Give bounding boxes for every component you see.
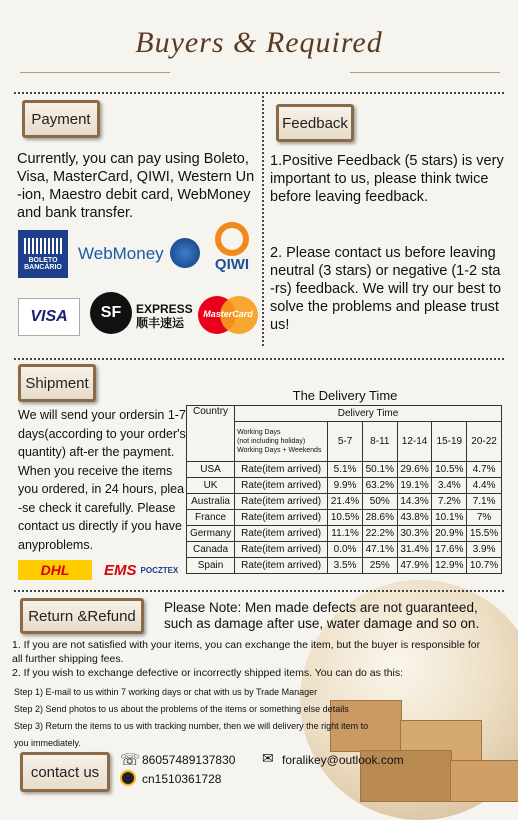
rate-value-cell: 3.4% xyxy=(432,478,467,494)
rate-value-cell: 4.7% xyxy=(467,462,502,478)
sf-express-text: EXPRESS 顺丰速运 xyxy=(136,302,193,330)
range-header: 20-22 xyxy=(467,422,502,462)
dhl-logo: DHL xyxy=(18,560,92,580)
boleto-logo: BOLETO BANCÁRIO xyxy=(18,230,68,278)
webmoney-logo: WebMoney xyxy=(78,244,164,263)
rate-value-cell: 7.1% xyxy=(467,494,502,510)
qiwi-logo: QIWI xyxy=(212,222,252,280)
rate-label-cell: Rate(item arrived) xyxy=(235,478,328,494)
rate-value-cell: 21.4% xyxy=(328,494,363,510)
contact-qq: cn1510361728 xyxy=(142,772,222,786)
phone-icon: ☏ xyxy=(120,752,141,769)
refund-items: 1. If you are not satisfied with your items, you can exchange the item, but the buyer is responsible for all further shipping fees. 2. If you wish to exchange defective or incorrectly shipped items. You can do as this: xyxy=(12,639,481,679)
delivery-title: The Delivery Time xyxy=(292,388,398,403)
qq-icon xyxy=(120,770,136,786)
rate-value-cell: 14.3% xyxy=(397,494,432,510)
table-row xyxy=(187,526,502,542)
country-cell: USA xyxy=(187,462,235,478)
rate-value-cell: 19.1% xyxy=(397,478,432,494)
contact-email: foralikey@outlook.com xyxy=(282,753,404,767)
country-cell: UK xyxy=(187,478,235,494)
table-row xyxy=(187,558,502,574)
rate-value-cell: 47.1% xyxy=(362,542,397,558)
range-header: 12-14 xyxy=(397,422,432,462)
divider xyxy=(14,590,504,592)
refund-steps: Step 1) E-mail to us within 7 working days or chat with us by Trade Manager Step 2) Send photos to us about the problems of the items or something else details Step 3) Return the items to us with tracking number, then we will delivery the right item to you immediately. xyxy=(14,687,369,748)
range-header: 8-11 xyxy=(362,422,397,462)
payment-tag: Payment xyxy=(22,100,100,138)
rate-value-cell: 10.5% xyxy=(432,462,467,478)
mastercard-logo: MasterCard xyxy=(198,296,258,334)
contact-phone: 86057489137830 xyxy=(142,753,236,767)
rate-value-cell: 43.8% xyxy=(397,510,432,526)
rate-value-cell: 20.9% xyxy=(432,526,467,542)
rate-value-cell: 22.2% xyxy=(362,526,397,542)
country-cell: Spain xyxy=(187,558,235,574)
col-delivery: Delivery Time xyxy=(235,406,502,422)
divider xyxy=(14,92,504,94)
rate-value-cell: 50.1% xyxy=(362,462,397,478)
shipment-text: We will send your ordersin 1-7 days(according to your order's quantity) aft-er the payment. When you receive the items you ordered, in 24 hours, plea -se check it carefully. Please contact us directly if you have anyproblems. xyxy=(18,408,186,552)
range-header: 15-19 xyxy=(432,422,467,462)
rate-label-cell: Rate(item arrived) xyxy=(235,494,328,510)
email-icon: ✉ xyxy=(262,750,274,766)
country-cell: Australia xyxy=(187,494,235,510)
rate-value-cell: 47.9% xyxy=(397,558,432,574)
rate-value-cell: 5.1% xyxy=(328,462,363,478)
divider xyxy=(14,358,504,360)
refund-tag: Return &Refund xyxy=(20,598,144,634)
range-header: 5-7 xyxy=(328,422,363,462)
country-cell: Germany xyxy=(187,526,235,542)
rate-label-cell: Rate(item arrived) xyxy=(235,462,328,478)
rate-value-cell: 10.5% xyxy=(328,510,363,526)
rate-label-cell: Rate(item arrived) xyxy=(235,526,328,542)
rate-value-cell: 50% xyxy=(362,494,397,510)
rate-value-cell: 4.4% xyxy=(467,478,502,494)
contact-tag: contact us xyxy=(20,752,110,792)
payment-text: Currently, you can pay using Boleto, Visa, MasterCard, QIWI, Western Un -ion, Maestro debit card, WebMoney and bank transfer. xyxy=(17,151,255,221)
table-row xyxy=(187,478,502,494)
visa-logo: VISA xyxy=(18,298,80,336)
feedback-text-1: 1.Positive Feedback (5 stars) is very important to us, please think twice before leaving feedback. xyxy=(270,153,504,205)
box-decoration xyxy=(450,760,518,802)
rate-value-cell: 28.6% xyxy=(362,510,397,526)
table-row xyxy=(187,542,502,558)
rate-value-cell: 3.5% xyxy=(328,558,363,574)
rate-value-cell: 7% xyxy=(467,510,502,526)
divider xyxy=(262,96,264,346)
rate-value-cell: 0.0% xyxy=(328,542,363,558)
rate-value-cell: 9.9% xyxy=(328,478,363,494)
rate-value-cell: 10.1% xyxy=(432,510,467,526)
rate-value-cell: 29.6% xyxy=(397,462,432,478)
rate-value-cell: 7.2% xyxy=(432,494,467,510)
refund-note: Please Note: Men made defects are not guaranteed, such as damage after use, water damage and so on. xyxy=(164,600,480,631)
table-row xyxy=(187,510,502,526)
table-row xyxy=(187,462,502,478)
rate-label-cell: Rate(item arrived) xyxy=(235,510,328,526)
title-rule-left xyxy=(20,72,170,73)
rate-value-cell: 10.7% xyxy=(467,558,502,574)
rate-label-cell: Rate(item arrived) xyxy=(235,542,328,558)
shipment-tag: Shipment xyxy=(18,364,96,402)
rate-value-cell: 30.3% xyxy=(397,526,432,542)
rate-value-cell: 12.9% xyxy=(432,558,467,574)
sf-express-logo: SF xyxy=(90,292,132,334)
rate-value-cell: 15.5% xyxy=(467,526,502,542)
rate-value-cell: 63.2% xyxy=(362,478,397,494)
rate-value-cell: 3.9% xyxy=(467,542,502,558)
delivery-table xyxy=(186,405,502,574)
rate-value-cell: 17.6% xyxy=(432,542,467,558)
ems-logo: EMS POCZTEX xyxy=(104,561,179,579)
rate-value-cell: 11.1% xyxy=(328,526,363,542)
feedback-text-2: 2. Please contact us before leaving neutral (3 stars) or negative (1-2 sta -rs) feedback. We will try our best to solve the problems and please trust us! xyxy=(270,245,502,333)
rate-label-cell: Rate(item arrived) xyxy=(235,558,328,574)
col-country: Country xyxy=(187,406,235,462)
rate-value-cell: 31.4% xyxy=(397,542,432,558)
page-title: Buyers & Required xyxy=(135,26,383,59)
country-cell: Canada xyxy=(187,542,235,558)
table-row xyxy=(187,494,502,510)
working-days-note: Working Days (not including holiday) Working Days + Weekends xyxy=(235,422,328,462)
feedback-tag: Feedback xyxy=(276,104,354,142)
webmoney-globe-icon xyxy=(170,238,200,268)
rate-value-cell: 25% xyxy=(362,558,397,574)
country-cell: France xyxy=(187,510,235,526)
title-rule-right xyxy=(350,72,500,73)
